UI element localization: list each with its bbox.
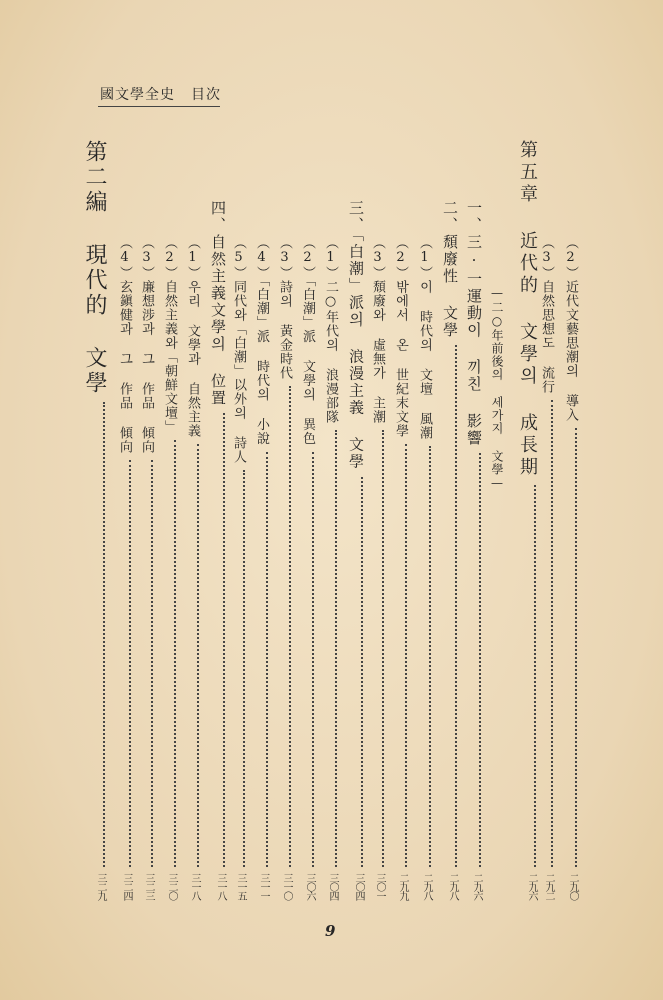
toc-entry: [301, 236, 314, 900]
toc-entry-page: 三二〇: [166, 873, 177, 900]
toc-entry: [324, 236, 337, 900]
toc-entry-page: 二九八: [421, 873, 432, 900]
toc-entry: [540, 236, 553, 900]
toc-entry: [348, 200, 363, 900]
toc-entry-title: （3）自然思想도 流行: [539, 236, 554, 394]
toc-entry-title: 第五章 近代的 文學의 成長期: [517, 140, 538, 479]
toc-entry: [255, 236, 268, 900]
toc-entry-page: 二九〇: [567, 873, 578, 900]
dot-leader: [324, 430, 337, 867]
dot-leader: [466, 453, 481, 867]
toc-entry: [518, 140, 536, 900]
toc-entry-title: （1）우리 文學과 自然主義: [185, 236, 200, 438]
toc-entry: [140, 236, 153, 900]
dot-leader: [210, 413, 225, 867]
dot-leader: [255, 452, 268, 868]
toc-entry: [118, 236, 131, 900]
dot-leader: [442, 345, 457, 867]
running-head-section: 目次: [191, 87, 221, 103]
running-head: [100, 84, 221, 104]
toc-entry-page: 二九八: [447, 873, 458, 900]
toc-entry-title: —二○年前後의 세가지 文學—: [490, 286, 504, 491]
toc-entry-title: 三、「白潮」派의 浪漫主義 文學: [347, 200, 365, 471]
toc-entry-title: （5）同代와「白潮」以外의 詩人: [231, 236, 246, 464]
toc-entry-title: （1）이 時代의 文壇 風潮: [417, 236, 432, 440]
dot-leader: [140, 460, 153, 867]
toc-entry: [371, 236, 384, 900]
toc-entry-title: （1）二○年代의 浪漫部隊: [323, 236, 338, 424]
toc-entry: [490, 286, 504, 491]
toc-entry-title: 四、自然主義文學의 位置: [209, 200, 227, 407]
running-head-rule: [98, 106, 220, 107]
dot-leader: [371, 430, 384, 867]
dot-leader: [348, 477, 363, 868]
dot-leader: [83, 402, 105, 867]
toc-entry-title: 一、三·一運動이 끼친 影響: [465, 200, 483, 447]
toc-entry-page: 三二九: [95, 873, 106, 900]
toc-entry: [210, 200, 225, 900]
dot-leader: [232, 470, 245, 867]
dot-leader: [163, 440, 176, 867]
toc-entry-page: 三〇四: [327, 873, 338, 900]
page-number: 9: [325, 922, 336, 940]
dot-leader: [186, 444, 199, 867]
toc-entry-title: （4）玄鎭健과 그 作品 傾向: [117, 236, 132, 454]
toc-entry-page: 二九六: [526, 873, 537, 900]
toc-entry-page: 二九二: [543, 873, 554, 900]
toc-entry: [186, 236, 199, 900]
toc-entry: [278, 236, 291, 900]
toc-entry-title: （3）詩의 黃金時代: [277, 236, 292, 380]
toc-entry-page: 三〇六: [304, 873, 315, 900]
toc-entry-page: 三〇一: [374, 873, 385, 900]
toc-entry: [466, 200, 481, 900]
toc-entry: [418, 236, 431, 900]
toc-entry-page: 三一五: [235, 873, 246, 900]
toc-entry: [564, 236, 577, 900]
dot-leader: [118, 460, 131, 867]
toc-entry-title: 第二編 現代的 文學: [82, 140, 107, 396]
toc-entry: [163, 236, 176, 900]
toc-entry-title: （2）밖에서 온 世紀末文學: [393, 236, 408, 438]
toc-entry-page: 三〇四: [353, 873, 364, 900]
toc-entry-page: 三一八: [215, 873, 226, 900]
toc-entry-title: （2）自然主義와「朝鮮文壇」: [162, 236, 177, 434]
dot-leader: [278, 386, 291, 867]
toc-entry: [83, 140, 105, 900]
dot-leader: [394, 444, 407, 867]
dot-leader: [301, 452, 314, 868]
toc-entry-page: 三二四: [121, 873, 132, 900]
toc-entry: [394, 236, 407, 900]
toc-entry: [232, 236, 245, 900]
dot-leader: [518, 485, 536, 867]
dot-leader: [564, 428, 577, 867]
toc-entry-title: （4）「白潮」派 時代의 小說: [254, 236, 269, 446]
toc-entry-title: （3）頹廢와 虛無가 主潮: [370, 236, 385, 424]
toc-entry-page: 三二三: [143, 873, 154, 900]
toc-entry-title: 二、頹廢性 文學: [441, 200, 459, 339]
toc-entry-title: （2）「白潮」派 文學의 異色: [300, 236, 315, 446]
toc-entry-title: （2）近代文藝思潮의 導入: [563, 236, 578, 422]
toc-entry-page: 二九九: [397, 873, 408, 900]
toc-entry-page: 三一〇: [281, 873, 292, 900]
toc-entry-title: （3）廉想涉과 그 作品 傾向: [139, 236, 154, 454]
toc-entry-page: 三一八: [189, 873, 200, 900]
toc-entry-page: 三一一: [258, 873, 269, 900]
toc-entry-page: 二九六: [471, 873, 482, 900]
running-head-book: 國文學全史: [100, 87, 175, 103]
toc-entry: [442, 200, 457, 900]
dot-leader: [540, 400, 553, 867]
dot-leader: [418, 446, 431, 867]
